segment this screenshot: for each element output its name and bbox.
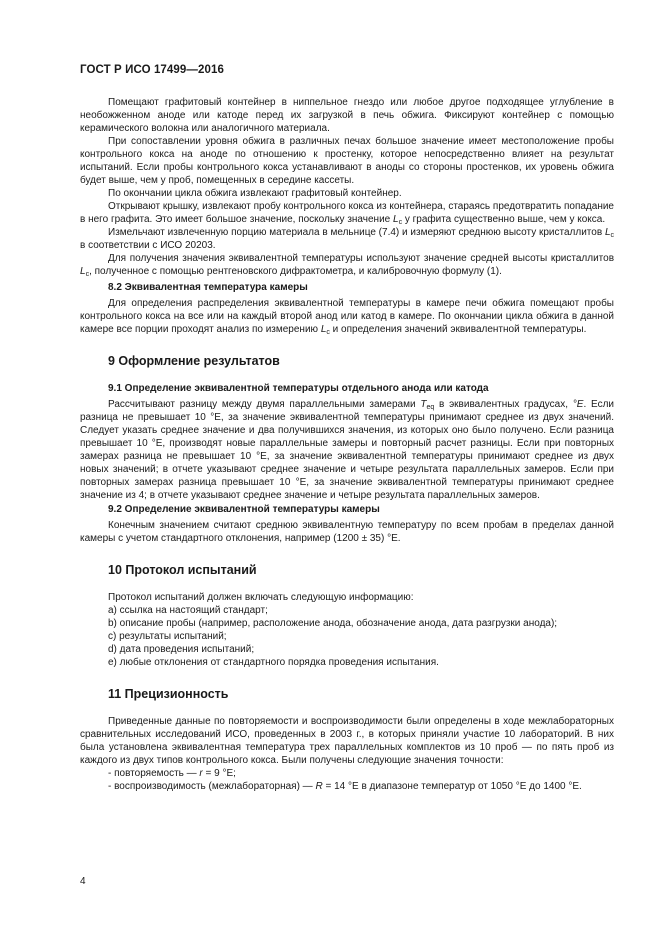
- section-heading-10: 10 Протокол испытаний: [108, 563, 257, 577]
- subsection-heading-8-2: 8.2 Эквивалентная температура камеры: [108, 282, 308, 293]
- paragraph: Конечным значением считают среднюю эквивалентную температуру по всем пробам в пределах данной камеры с учетом стандартного отклонения, например (1200 ± 35) °E.: [80, 520, 614, 544]
- bullet-item: - воспроизводимость (межлабораторная) — R = 14 °E в диапазоне температур от 1050 °E до 1400 °E.: [108, 781, 582, 792]
- paragraph: Помещают графитовый контейнер в ниппельное гнездо или любое другое подходящее углубление в необожженном аноде или катоде перед их загрузкой в печь обжига. Фиксируют контейнер с помощью керамического волокна или аналогичного материала.: [80, 97, 614, 134]
- list-item: d) дата проведения испытаний;: [108, 644, 255, 655]
- list-item: b) описание пробы (например, расположение анода, обозначение анода, дата разгрузки анода);: [108, 618, 558, 629]
- list-item: c) результаты испытаний;: [108, 631, 227, 642]
- subsection-heading-9-2: 9.2 Определение эквивалентной температуры камеры: [108, 504, 380, 515]
- paragraph: Для получения значения эквивалентной температуры используют значение средней высоты кристаллитов $L_c$, полученное с помощью рентгеновского дифрактометра, и калибровочную формулу (1).: [80, 253, 614, 278]
- document-header: ГОСТ Р ИСО 17499—2016: [80, 64, 225, 76]
- section-heading-9: 9 Оформление результатов: [108, 354, 280, 368]
- paragraph: Для определения распределения эквивалентной температуры в камере печи обжига помещают пробы контрольного кокса на все или на каждый второй анод или катод в камере. По окончании цикла обжига в данной камере все порции проходят анализ по измерению $L_c$ и определения значений эквивалентной температуры.: [80, 298, 614, 336]
- page-number: 4: [80, 876, 86, 887]
- paragraph: Приведенные данные по повторяемости и воспроизводимости были определены в ходе межлабораторных сравнительных исследований ИСО, проведенных в 2003 г., в которых приняли участие 10 лабораторий. В них была установлена эквивалентная температура трех параллельных комплектов из 10 проб — по пять проб из каждого из двух типов контрольного кокса. Были получены следующие значения точности:: [80, 716, 614, 766]
- paragraph: Рассчитывают разницу между двумя параллельными замерами $T_{eq}$ в эквивалентных градусах, °E. Если разница не превышает 10 °E, за значение эквивалентной температуры принимают среднее из двух значений. Следует указать среднее значение и два получившихся значения, из которых оно было получено. Если разница превышает 10 °E, производят новые параллельные замеры и повторный расчет разницы. Если при повторных замерах разница не превышает 10 °E, за значение эквивалентной температуры принимают среднее из двух новых значений; в отчете указывают среднее значение и четыре результата параллельных замеров. Если при повторных замерах разница превышает 10 °E, за значение эквивалентной температуры принимают среднее значение из 4; в отчете указывают среднее значение и четыре результата параллельных замеров.: [80, 399, 614, 501]
- paragraph: По окончании цикла обжига извлекают графитовый контейнер.: [108, 188, 402, 199]
- document-body: [80, 96, 614, 793]
- paragraph: При сопоставлении уровня обжига в различных печах большое значение имеет местоположение пробы контрольного кокса на аноде по отношению к простенку, которое непосредственно влияет на результат испытаний. Если пробы контрольного кокса устанавливают в аноды со стороны простенков, их уровень обжига будет выше, чем у проб, помещенных в середине кассеты.: [80, 136, 614, 186]
- paragraph: Протокол испытаний должен включать следующую информацию:: [108, 592, 414, 603]
- bullet-item: - повторяемость — r = 9 °E;: [108, 768, 236, 779]
- list-item: e) любые отклонения от стандартного порядка проведения испытания.: [108, 657, 439, 668]
- list-item: a) ссылка на настоящий стандарт;: [108, 605, 268, 616]
- paragraph: Открывают крышку, извлекают пробу контрольного кокса из контейнера, стараясь предотвратить попадание в него графита. Это имеет большое значение, поскольку значение $L_c$ у графита существенно выше, чем у кокса.: [80, 201, 614, 226]
- paragraph: Измельчают извлеченную порцию материала в мельнице (7.4) и измеряют среднюю высоту кристаллитов $L_c$ в соответствии с ИСО 20203.: [80, 227, 614, 251]
- section-heading-11: 11 Прецизионность: [108, 687, 229, 701]
- report-items-list: [80, 604, 614, 669]
- subsection-heading-9-1: 9.1 Определение эквивалентной температуры отдельного анода или катода: [108, 383, 489, 394]
